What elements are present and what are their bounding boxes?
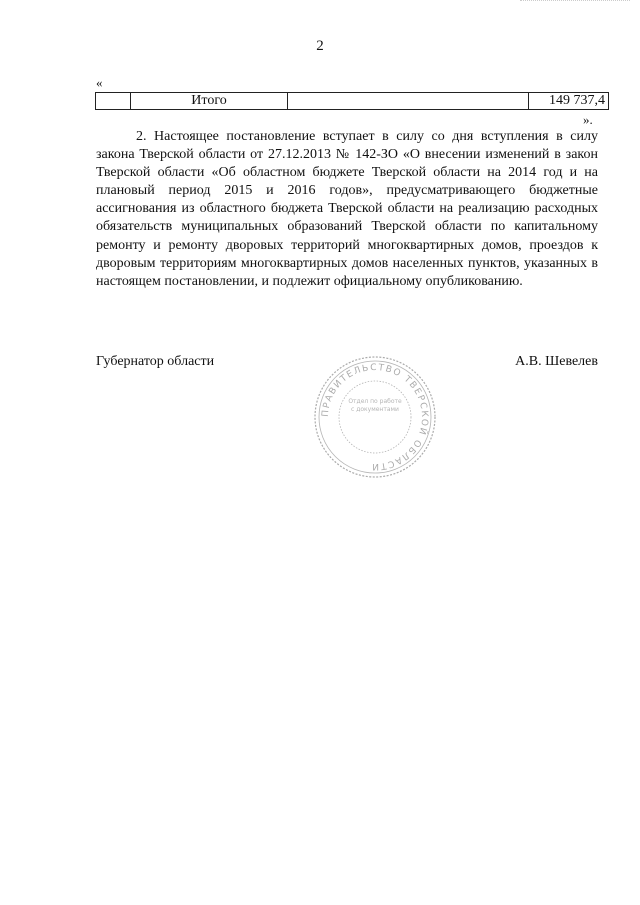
table-cell-total-label: Итого	[131, 93, 288, 110]
svg-text:ПРАВИТЕЛЬСТВО ТВЕРСКОЙ ОБЛАСТИ: ПРАВИТЕЛЬСТВО ТВЕРСКОЙ ОБЛАСТИ	[320, 362, 430, 472]
official-seal-stamp	[310, 352, 440, 482]
resolution-paragraph: 2. Настоящее постановление вступает в силу со дня вступления в силу закона Тверской области от 27.12.2013 № 142-ЗО «О внесении изменений в закон Тверской области «Об областном бюджете Тверской области на 2014 год и на плановый период 2015 и 2016 годов», предусматривающего бюджетные ассигнования из областного бюджета Тверской области на реализацию расходных обязательств муниципальных образований Тверской области по капитальному ремонту и ремонту дворовых территорий многоквартирных домов, проездов к дворовым территориям многоквартирных домов населенных пунктов, указанных в настоящем постановлении, и подлежит официальному опубликованию.	[96, 129, 598, 289]
page-number: 2	[316, 38, 324, 54]
table-cell-total-value: 149 737,4	[529, 93, 609, 110]
scan-corner-mark	[520, 0, 630, 5]
table-quote-close: ».	[583, 112, 593, 127]
table-cell-empty-1	[96, 93, 131, 110]
table-row	[96, 93, 609, 110]
signatory-name: А.В. Шевелев	[515, 354, 598, 369]
signatory-position: Губернатор области	[96, 354, 215, 369]
table-quote-open: «	[96, 75, 103, 90]
seal-icon	[310, 352, 440, 482]
seal-center-text: Отдел по работе с документами	[348, 398, 402, 413]
table-cell-empty-2	[288, 93, 529, 110]
total-table	[95, 92, 609, 110]
